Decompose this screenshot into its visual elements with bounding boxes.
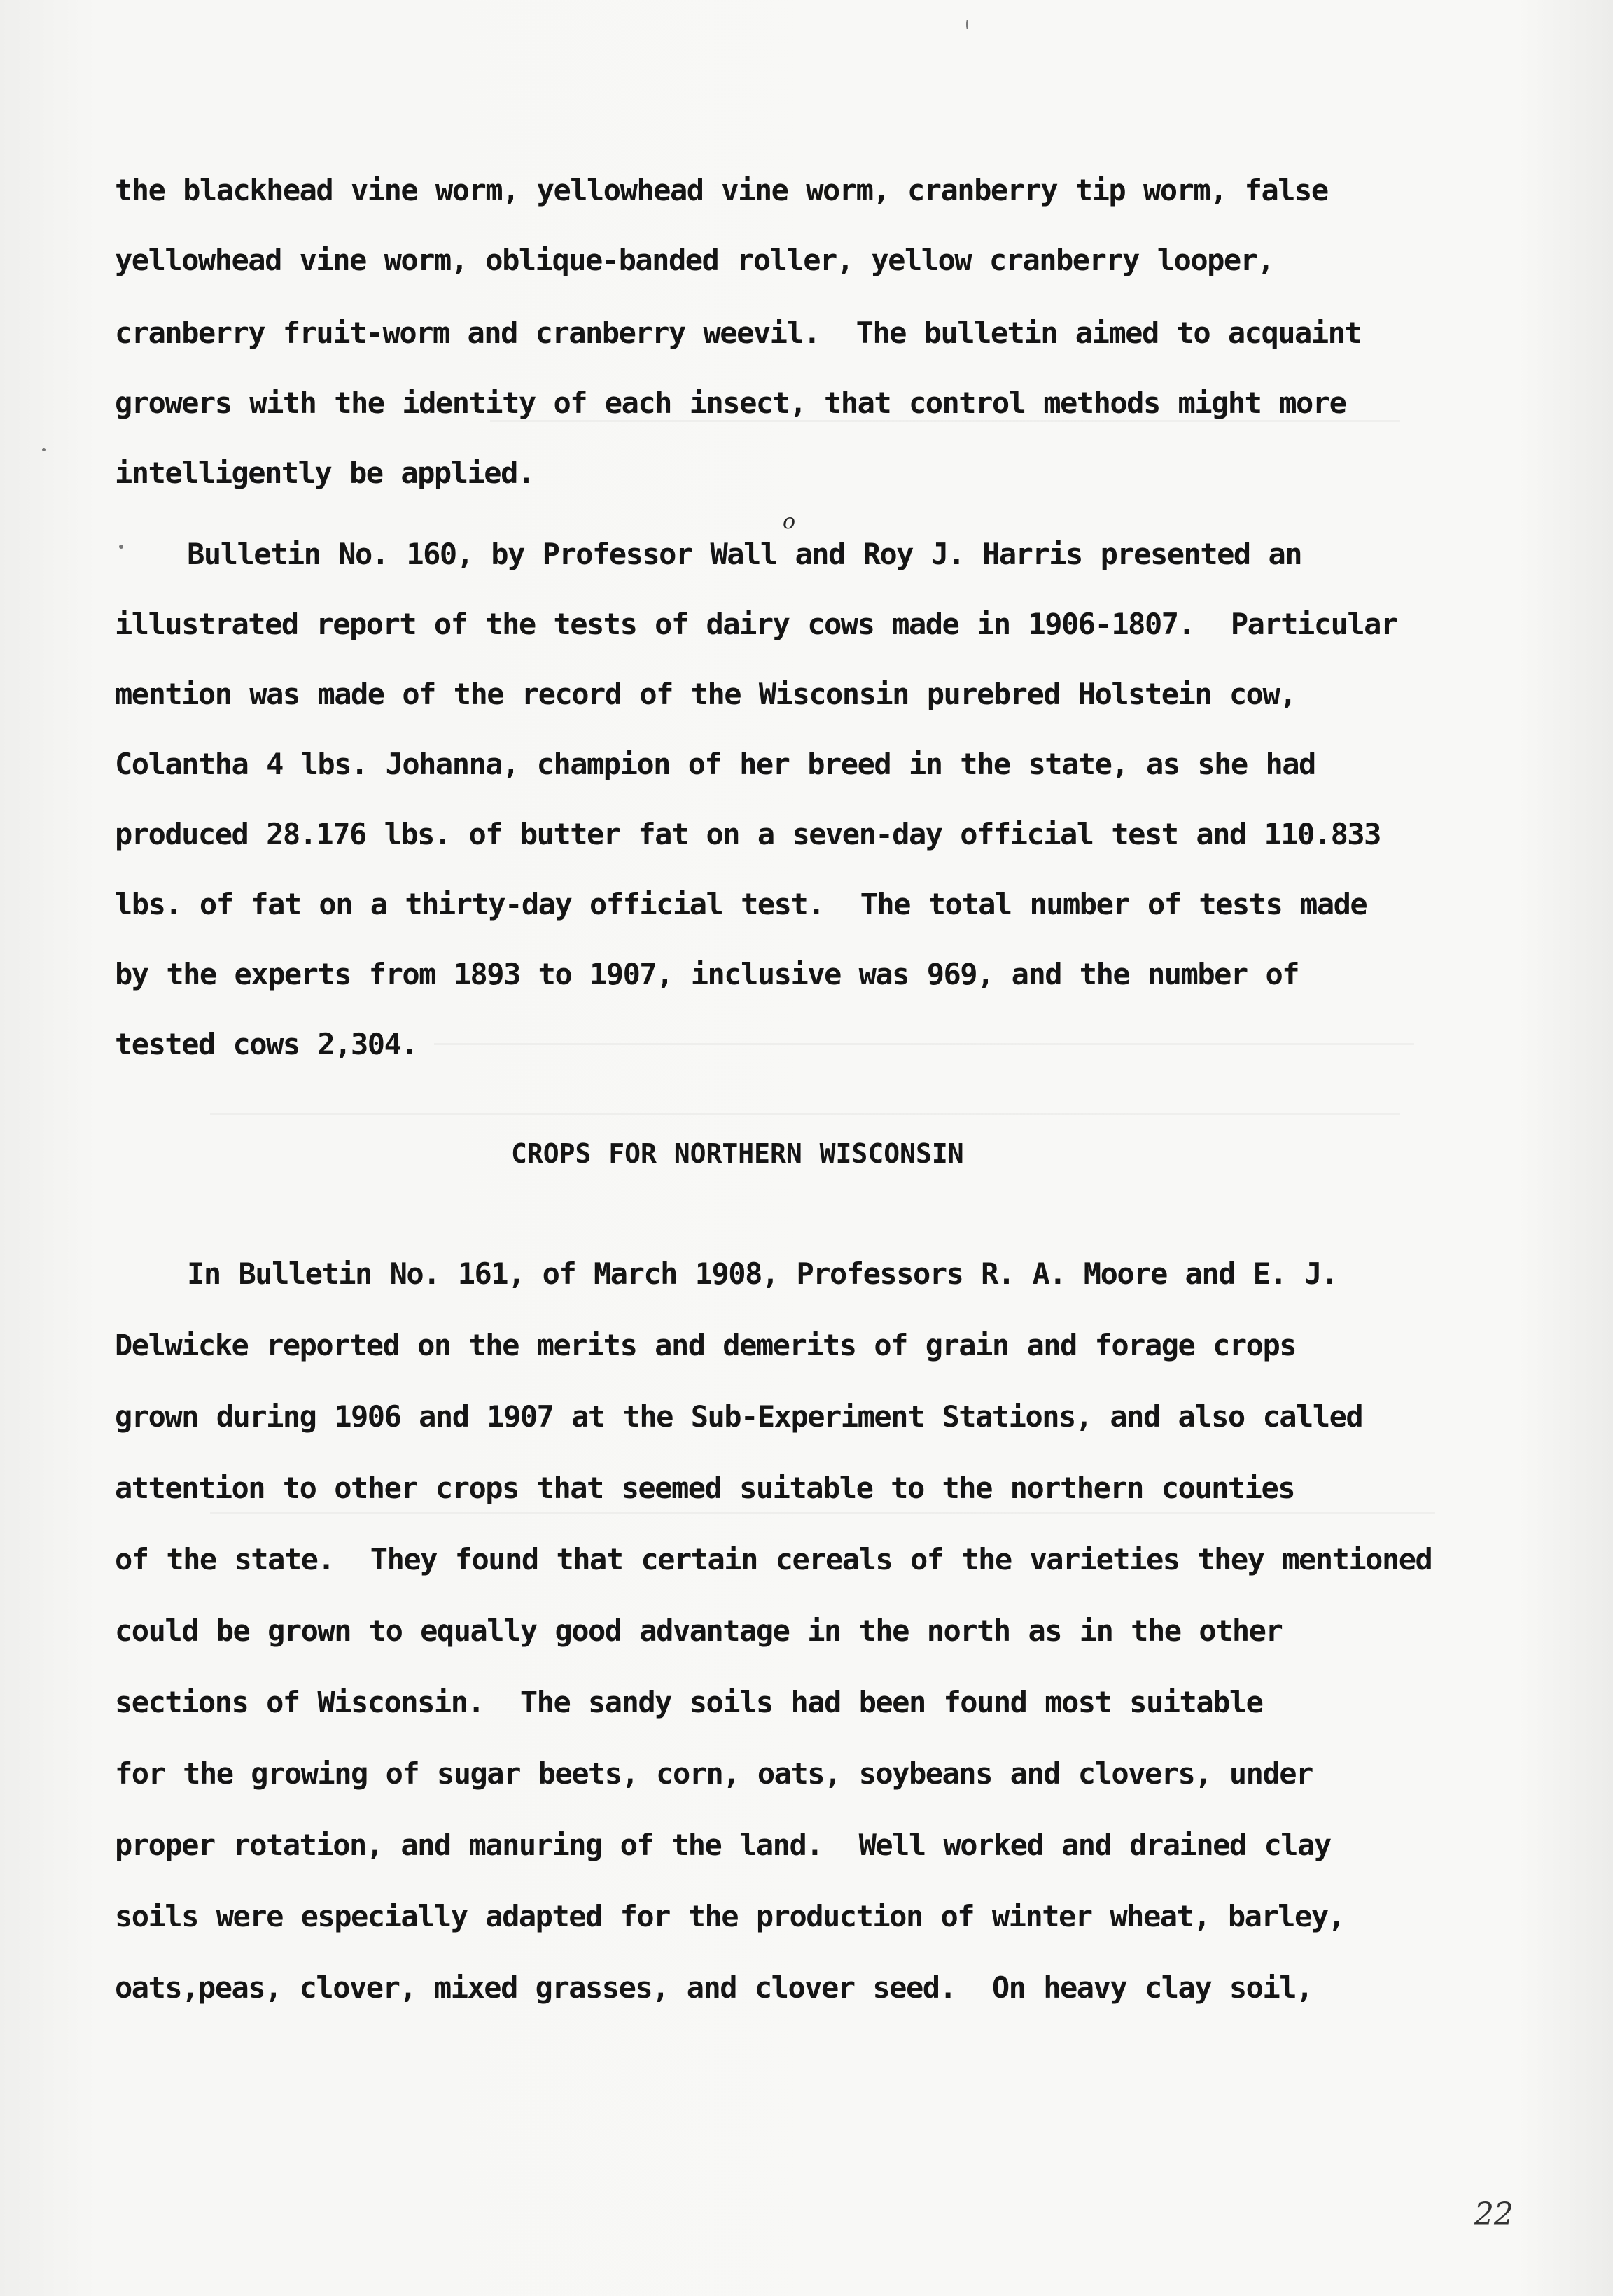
text-line: proper rotation, and manuring of the land. Well worked and drained clay [115,1828,1331,1862]
text-line: of the state. They found that certain cereals of the varieties they mentioned [115,1542,1432,1576]
text-line: growers with the identity of each insect, that control methods might more [115,386,1346,420]
text-line: oats,peas, clover, mixed grasses, and clover seed. On heavy clay soil, [115,1970,1313,2005]
speck [42,448,46,451]
text-line: Bulletin No. 160, by Professor Wall and Roy J. Harris presented an [115,537,1302,571]
text-line: mention was made of the record of the Wisconsin purebred Holstein cow, [115,677,1297,711]
text-line: could be grown to equally good advantage in the north as in the other [115,1614,1283,1648]
text-line: soils were especially adapted for the production of winter wheat, barley, [115,1899,1345,1933]
text-line: for the growing of sugar beets, corn, oats, soybeans and clovers, under [115,1756,1313,1791]
text-line: lbs. of fat on a thirty-day official test. The total number of tests made [115,887,1367,921]
text-line: tested cows 2,304. [115,1027,418,1061]
bleed-through-mark [210,1512,1435,1514]
text-line: attention to other crops that seemed suitable to the northern counties [115,1471,1295,1505]
text-line: cranberry fruit-worm and cranberry weevil. The bulletin aimed to acquaint [115,316,1362,350]
handwritten-annotation: o [783,510,796,534]
text-line: Colantha 4 lbs. Johanna, champion of her breed in the state, as she had [115,747,1315,781]
text-line: sections of Wisconsin. The sandy soils had been found most suitable [115,1685,1263,1719]
page-number: 22 [1474,2197,1514,2232]
text-line: intelligently be applied. [115,456,534,490]
text-line: by the experts from 1893 to 1907, inclusive was 969, and the number of [115,957,1299,991]
text-line: the blackhead vine worm, yellowhead vine worm, cranberry tip worm, false [115,173,1328,207]
text-line: grown during 1906 and 1907 at the Sub-Experiment Stations, and also called [115,1399,1363,1434]
section-heading: CROPS FOR NORTHERN WISCONSIN [511,1138,964,1169]
text-line: produced 28.176 lbs. of butter fat on a seven-day official test and 110.833 [115,817,1381,851]
bleed-through-mark [210,1113,1400,1115]
text-line: illustrated report of the tests of dairy cows made in 1906-1807. Particular [115,607,1397,641]
text-line: yellowhead vine worm, oblique-banded roller, yellow cranberry looper, [115,243,1274,277]
text-line: In Bulletin No. 161, of March 1908, Professors R. A. Moore and E. J. [115,1256,1338,1291]
text-line: Delwicke reported on the merits and demerits of grain and forage crops [115,1328,1297,1362]
speck [966,20,968,29]
